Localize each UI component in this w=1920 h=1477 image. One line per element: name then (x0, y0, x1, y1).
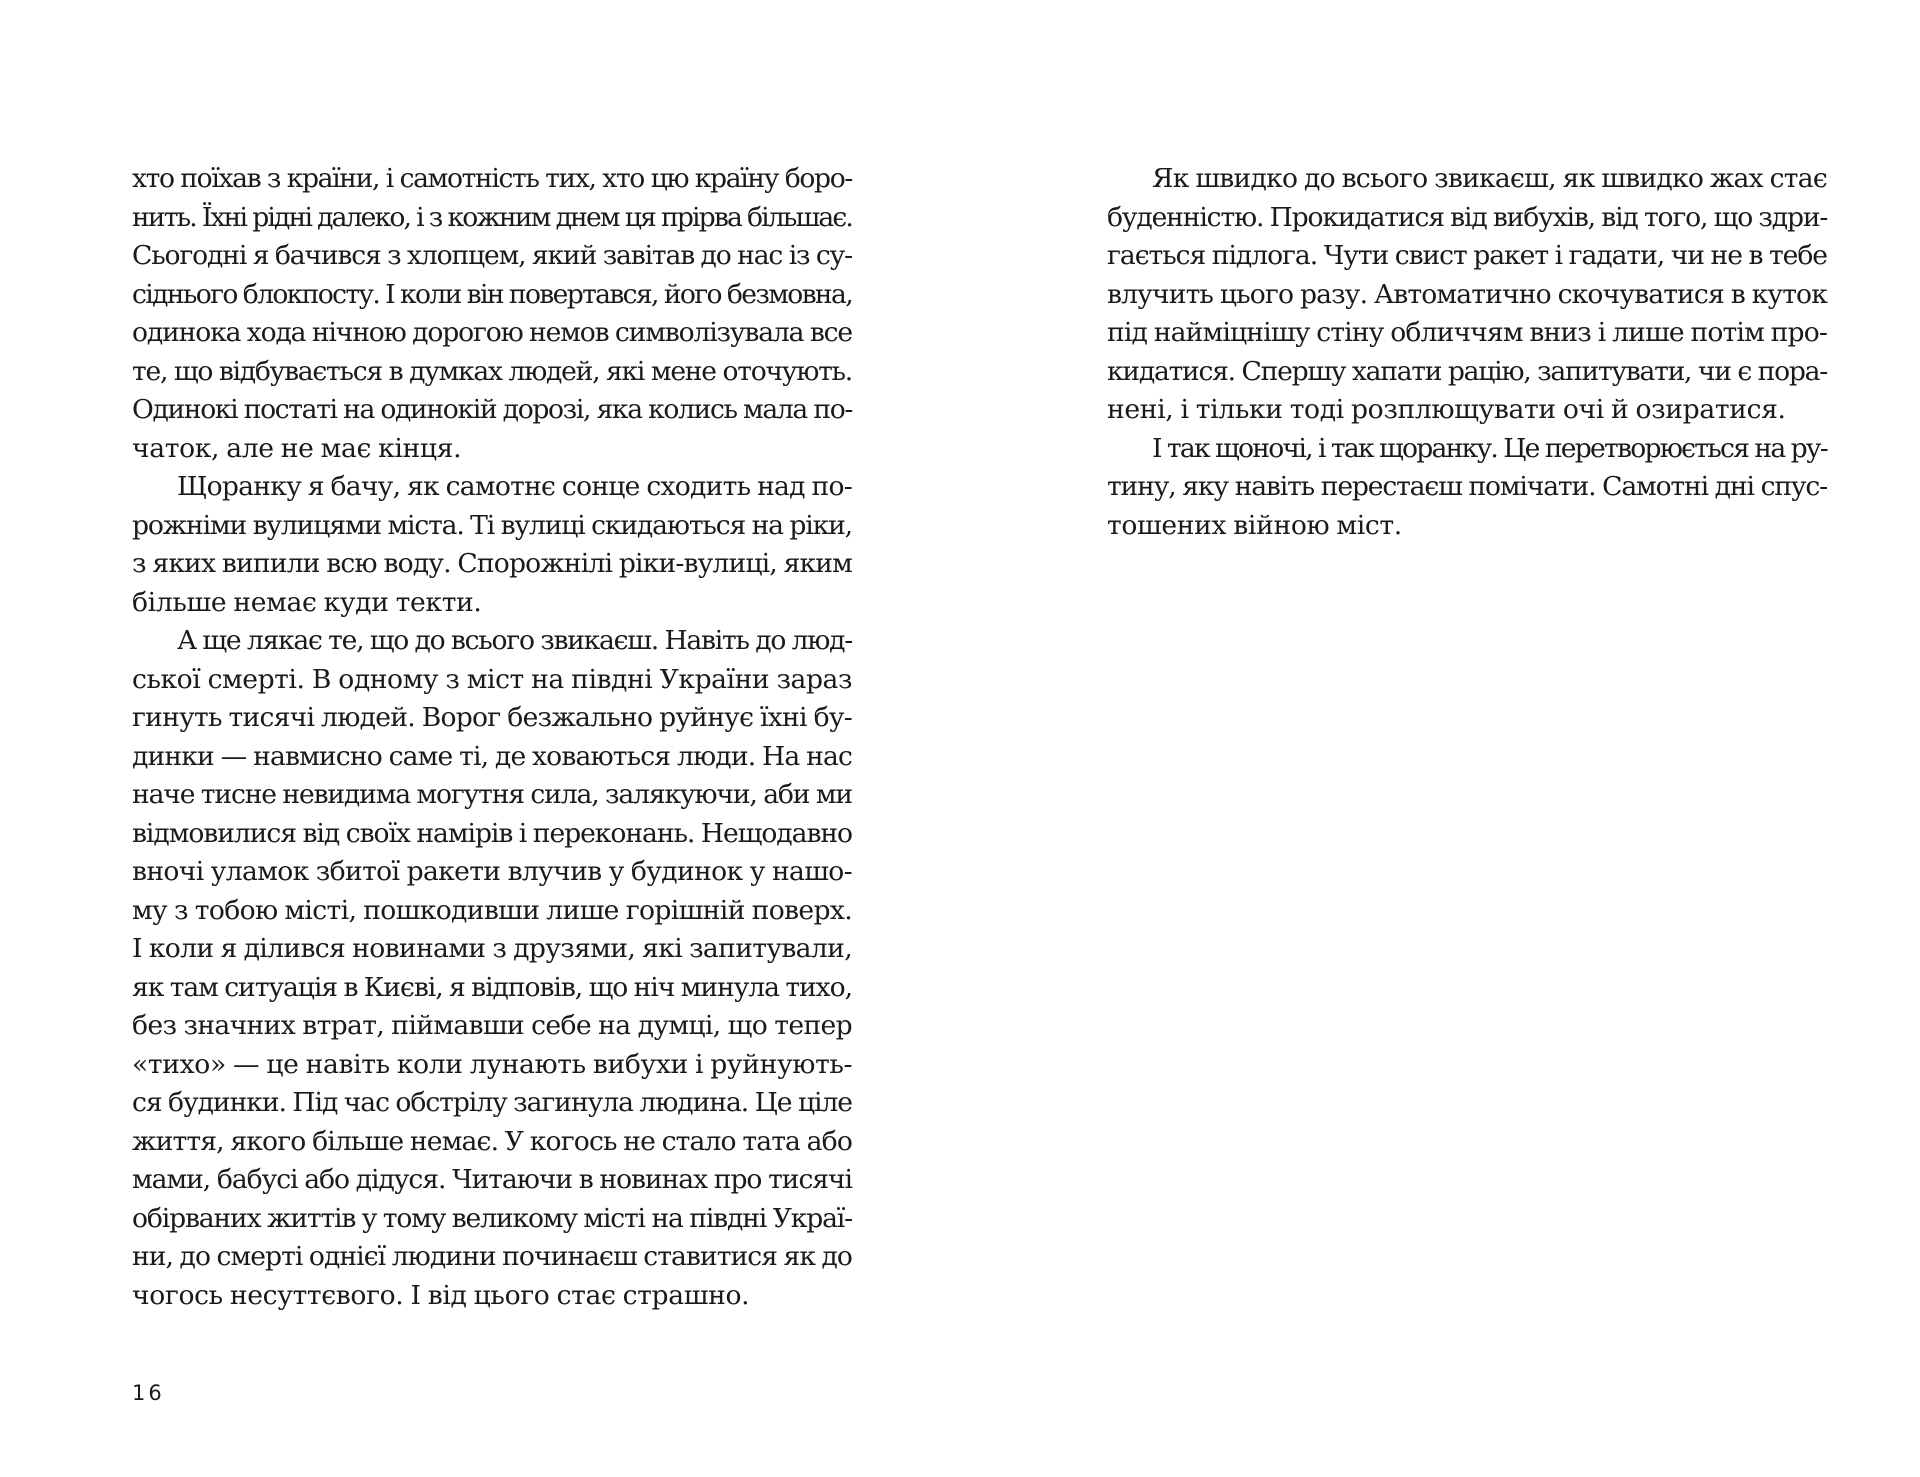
text-line: мами, бабусі або дідуся. Читаючи в новинах про тисячі (132, 1164, 852, 1195)
text-line: під найміцнішу стіну обличчям вниз і лише потім про- (1107, 317, 1827, 348)
text-line: І так щоночі, і так щоранку. Це перетворюється на ру- (1152, 432, 1827, 464)
text-line: сіднього блокпосту. І коли він повертався, його безмовна, (132, 278, 852, 310)
text-line: рожніми вулицями міста. Ті вулиці скидаються на ріки, (132, 509, 852, 541)
text-line: ської смерті. В одному з міст на півдні України зараз (132, 663, 852, 695)
right-page-text (1107, 160, 1827, 545)
text-line: з яких випили всю воду. Спорожнілі ріки-вулиці, яким (132, 548, 852, 579)
text-line: нить. Їхні рідні далеко, і з кожним днем ця прірва більшає. (132, 201, 852, 233)
text-line: влучить цього разу. Автоматично скочуватися в куток (1107, 278, 1827, 310)
text-line: кидатися. Спершу хапати рацію, запитувати, чи є пора- (1107, 355, 1827, 387)
text-line: Щоранку я бачу, як самотнє сонце сходить над по- (177, 471, 852, 502)
text-line: Як швидко до всього звикаєш, як швидко жах стає (1152, 163, 1827, 194)
text-line: те, що відбувається в думках людей, які мене оточують. (132, 355, 852, 387)
text-line: «тихо» — це навіть коли лунають вибухи і руйнують- (132, 1048, 853, 1080)
text-line: наче тисне невидима могутня сила, залякуючи, аби ми (132, 779, 852, 810)
text-line: більше немає куди текти. (132, 586, 482, 618)
text-line: без значних втрат, піймавши себе на думці, що тепер (132, 1010, 852, 1041)
text-line: як там ситуація в Києві, я відповів, що ніч минула тихо, (132, 971, 852, 1003)
text-line: хто поїхав з країни, і самотність тих, хто цю країну боро- (132, 163, 852, 194)
text-line: І коли я ділився новинами з друзями, які запитували, (132, 933, 852, 964)
text-line: А ще лякає те, що до всього звикаєш. Навіть до люд- (177, 625, 852, 656)
text-line: чогось несуттєвого. І від цього стає страшно. (132, 1279, 750, 1311)
text-line: буденністю. Прокидатися від вибухів, від того, що здри- (1107, 201, 1828, 233)
text-line: нені, і тільки тоді розплющувати очі й озиратися. (1107, 394, 1786, 425)
text-line: Одинокі постаті на одинокій дорозі, яка колись мала по- (132, 394, 852, 425)
text-line: одинока хода нічною дорогою немов символізувала все (132, 317, 852, 348)
text-line: вночі уламок збитої ракети влучив у будинок у нашо- (132, 856, 852, 887)
text-line: Сьогодні я бачився з хлопцем, який завітав до нас із су- (132, 240, 852, 271)
text-line: життя, якого більше немає. У когось не стало тата або (132, 1125, 852, 1157)
text-line: гається підлога. Чути свист ракет і гадати, чи не в тебе (1107, 240, 1827, 271)
text-line: тину, яку навіть перестаєш помічати. Самотні дні спус- (1107, 471, 1827, 502)
text-line: динки — навмисно саме ті, де ховаються люди. На нас (132, 740, 852, 772)
text-line: ся будинки. Під час обстрілу загинула людина. Це ціле (132, 1087, 852, 1118)
text-line: гинуть тисячі людей. Ворог безжально руйнує їхні бу- (132, 702, 852, 733)
right-page (960, 0, 1920, 1477)
text-line: обірваних життів у тому великому місті на півдні Украї- (132, 1202, 852, 1234)
text-line: му з тобою місті, пошкодивши лише горішній поверх. (132, 894, 852, 926)
text-line: тошених війною міст. (1107, 509, 1402, 541)
page-number: 16 (132, 1381, 165, 1405)
text-line: чаток, але не має кінця. (132, 432, 462, 464)
text-line: ни, до смерті однієї людини починаєш ставитися як до (132, 1241, 852, 1272)
left-page-text (132, 160, 852, 1315)
text-line: відмовилися від своїх намірів і переконань. Нещодавно (132, 817, 852, 849)
